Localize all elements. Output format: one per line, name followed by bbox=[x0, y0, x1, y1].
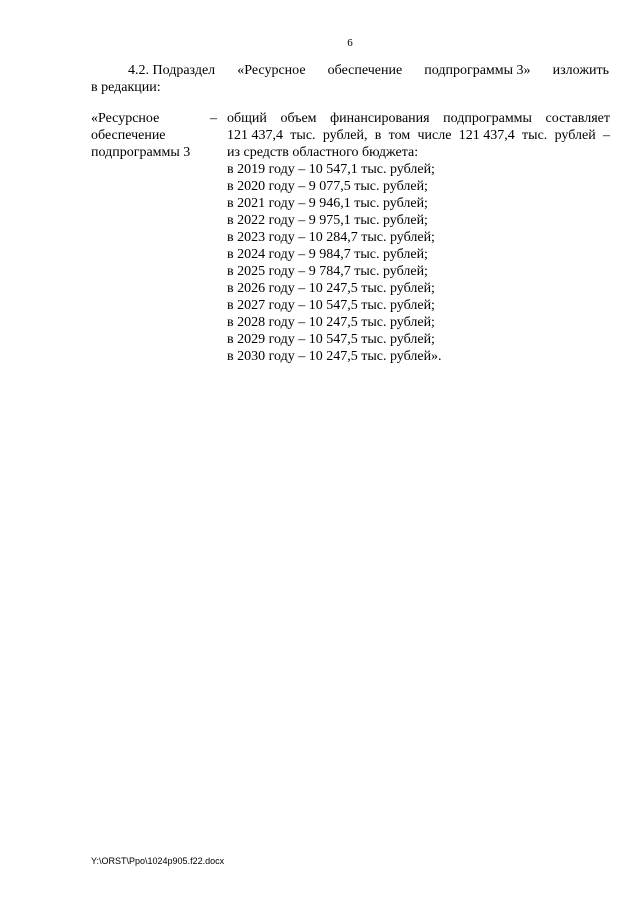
year-line: в 2019 году – 10 547,1 тыс. рублей; bbox=[227, 162, 435, 177]
value-line-1 bbox=[227, 110, 610, 127]
label-line: подпрограммы 3 bbox=[91, 145, 191, 160]
file-path-footer: Y:\ORST\Ppo\1024p905.f22.docx bbox=[91, 856, 225, 866]
value-word: 121 437,4 bbox=[227, 128, 283, 143]
intro-line-2: в редакции: bbox=[91, 80, 161, 95]
year-line: в 2022 году – 9 975,1 тыс. рублей; bbox=[227, 213, 428, 228]
year-line: в 2028 году – 10 247,5 тыс. рублей; bbox=[227, 315, 435, 330]
label-line: обеспечение bbox=[91, 128, 166, 143]
year-line: в 2020 году – 9 077,5 тыс. рублей; bbox=[227, 179, 428, 194]
intro-word: 4.2. Подраздел bbox=[128, 63, 216, 78]
intro-line-1 bbox=[91, 62, 609, 79]
value-word: тыс. bbox=[522, 128, 548, 143]
year-line: в 2030 году – 10 247,5 тыс. рублей». bbox=[227, 349, 442, 364]
year-line: в 2029 году – 10 547,5 тыс. рублей; bbox=[227, 332, 435, 347]
separator-dash: – bbox=[210, 111, 217, 126]
label-line: «Ресурсное bbox=[91, 111, 160, 126]
resource-value bbox=[227, 110, 610, 365]
value-word: объем bbox=[280, 111, 317, 126]
value-line-3: из средств областного бюджета: bbox=[227, 145, 419, 160]
intro-word: обеспечение bbox=[327, 63, 403, 78]
page-number: 6 bbox=[347, 37, 353, 49]
year-line: в 2024 году – 9 984,7 тыс. рублей; bbox=[227, 247, 428, 262]
intro-paragraph bbox=[91, 62, 609, 96]
value-word: тыс. bbox=[290, 128, 316, 143]
year-line: в 2021 году – 9 946,1 тыс. рублей; bbox=[227, 196, 428, 211]
intro-word: «Ресурсное bbox=[237, 63, 306, 78]
value-word: в bbox=[374, 128, 382, 143]
resource-label bbox=[91, 110, 226, 161]
value-word: числе bbox=[417, 128, 452, 143]
value-word: финансирования bbox=[330, 111, 430, 126]
year-line: в 2026 году – 10 247,5 тыс. рублей; bbox=[227, 281, 435, 296]
value-word: общий bbox=[227, 111, 267, 126]
value-word: подпрограммы bbox=[443, 111, 532, 126]
intro-word: изложить bbox=[552, 63, 609, 78]
value-word: том bbox=[388, 128, 411, 143]
year-line: в 2025 году – 9 784,7 тыс. рублей; bbox=[227, 264, 428, 279]
value-word: – bbox=[603, 128, 610, 143]
value-word: рублей bbox=[554, 128, 596, 143]
value-line-2 bbox=[227, 127, 610, 144]
value-word: 121 437,4 bbox=[458, 128, 515, 143]
value-word: составляет bbox=[545, 111, 610, 126]
year-line: в 2023 году – 10 284,7 тыс. рублей; bbox=[227, 230, 435, 245]
intro-word: подпрограммы 3» bbox=[424, 63, 531, 78]
value-word: рублей, bbox=[322, 128, 368, 143]
year-line: в 2027 году – 10 547,5 тыс. рублей; bbox=[227, 298, 435, 313]
